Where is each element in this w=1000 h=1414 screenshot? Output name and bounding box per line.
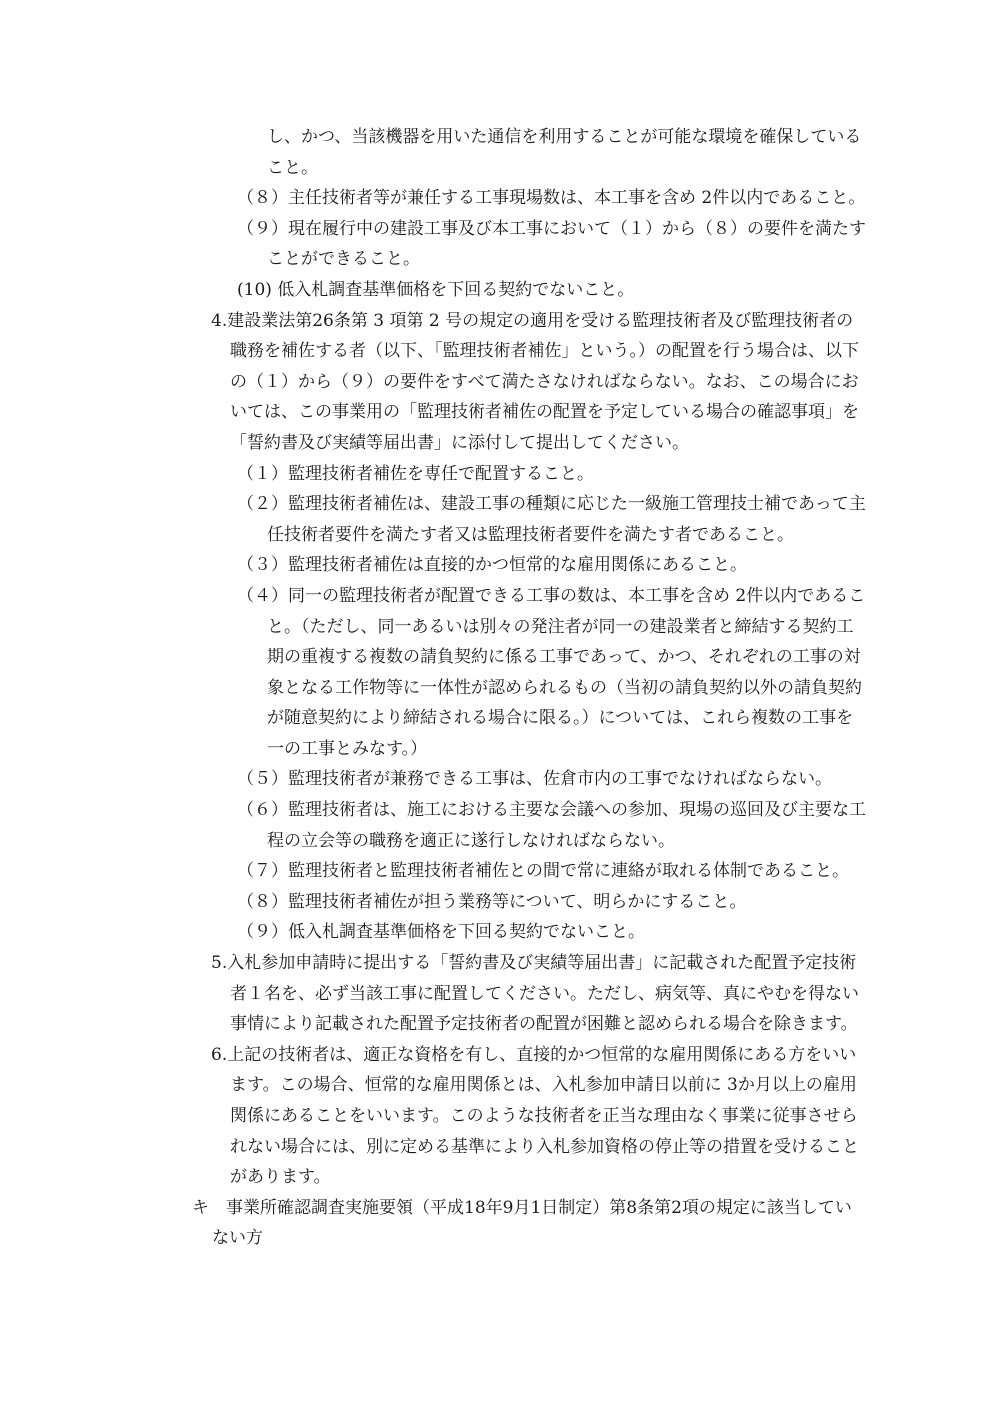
- paragraph-5: 5.入札参加申請時に提出する「誓約書及び実績等届出書」に記載された配置予定技術者１名を、必ず当該工事に配置してください。ただし、病気等、真にやむを得ない事情により記載された配置予定技術者の配置が困難と認められる場合を除きます。: [211, 953, 859, 1035]
- continuation-text: し、かつ、当該機器を用いた通信を利用することが可能な環境を確保していること。: [267, 127, 862, 178]
- paragraph-4-item-7: （７）監理技術者と監理技術者補佐との間で常に連絡が取れる体制であること。: [237, 861, 849, 882]
- paragraph-4-item-8: （８）監理技術者補佐が担う業務等について、明らかにすること。: [237, 891, 747, 912]
- paragraph-4-item-9: （９）低入札調査基準価格を下回る契約でないこと。: [237, 922, 645, 943]
- paragraph-4-item-3: （３）監理技術者補佐は直接的かつ恒常的な雇用関係にあること。: [237, 555, 747, 576]
- requirement-item-9: （９）現在履行中の建設工事及び本工事において（１）から（８）の要件を満たすことができること。: [237, 218, 866, 270]
- paragraph-4-item-4: （４）同一の監理技術者が配置できる工事の数は、本工事を含め 2件以内であること。（ただし、同一あるいは別々の発注者が同一の建設業者と締結する契約工期の重複する複数の請負契約に係る工事であって、かつ、それぞれの工事の対象となる工作物等に一体性が認められるもの（当初の請負契約以外の請負契約が随意契約により締結される場合に限る。）については、これら複数の工事を一の工事とみなす。）: [237, 585, 866, 759]
- paragraph-4: 4.建設業法第26条第 3 項第 2 号の規定の適用を受ける監理技術者及び監理技術者の職務を補佐する者（以下、「監理技術者補佐」という。）の配置を行う場合は、以下の（１）から（９）の要件をすべて満たさなければならない。なお、この場合においては、この事業用の「監理技術者補佐の配置を予定している場合の確認事項」を「誓約書及び実績等届出書」に添付して提出してください。: [211, 310, 859, 453]
- paragraph-6: 6.上記の技術者は、適正な資格を有し、直接的かつ恒常的な雇用関係にある方をいいます。この場合、恒常的な雇用関係とは、入札参加申請日以前に 3か月以上の雇用関係にあることをいいます。このような技術者を正当な理由なく事業に従事させられない場合には、別に定める基準により入札参加資格の停止等の措置を受けることがあります。: [211, 1044, 859, 1188]
- document-body: [0, 122, 1000, 1254]
- item-ki: キ 事業所確認調査実施要領（平成18年9月1日制定）第8条第2項の規定に該当していない方: [192, 1197, 852, 1249]
- requirement-item-10: (10) 低入札調査基準価格を下回る契約でないこと。: [237, 279, 635, 300]
- paragraph-4-item-1: （１）監理技術者補佐を専任で配置すること。: [237, 463, 594, 484]
- paragraph-4-item-5: （５）監理技術者が兼務できる工事は、佐倉市内の工事でなければならない。: [237, 769, 832, 790]
- requirement-item-8: （８）主任技術者等が兼任する工事現場数は、本工事を含め 2件以内であること。: [237, 188, 866, 209]
- paragraph-4-item-6: （６）監理技術者は、施工における主要な会議への参加、現場の巡回及び主要な工程の立会等の職務を適正に遂行しなければならない。: [237, 800, 866, 851]
- paragraph-4-item-2: （２）監理技術者補佐は、建設工事の種類に応じた一級施工管理技士補であって主任技術者要件を満たす者又は監理技術者要件を満たす者であること。: [237, 494, 866, 545]
